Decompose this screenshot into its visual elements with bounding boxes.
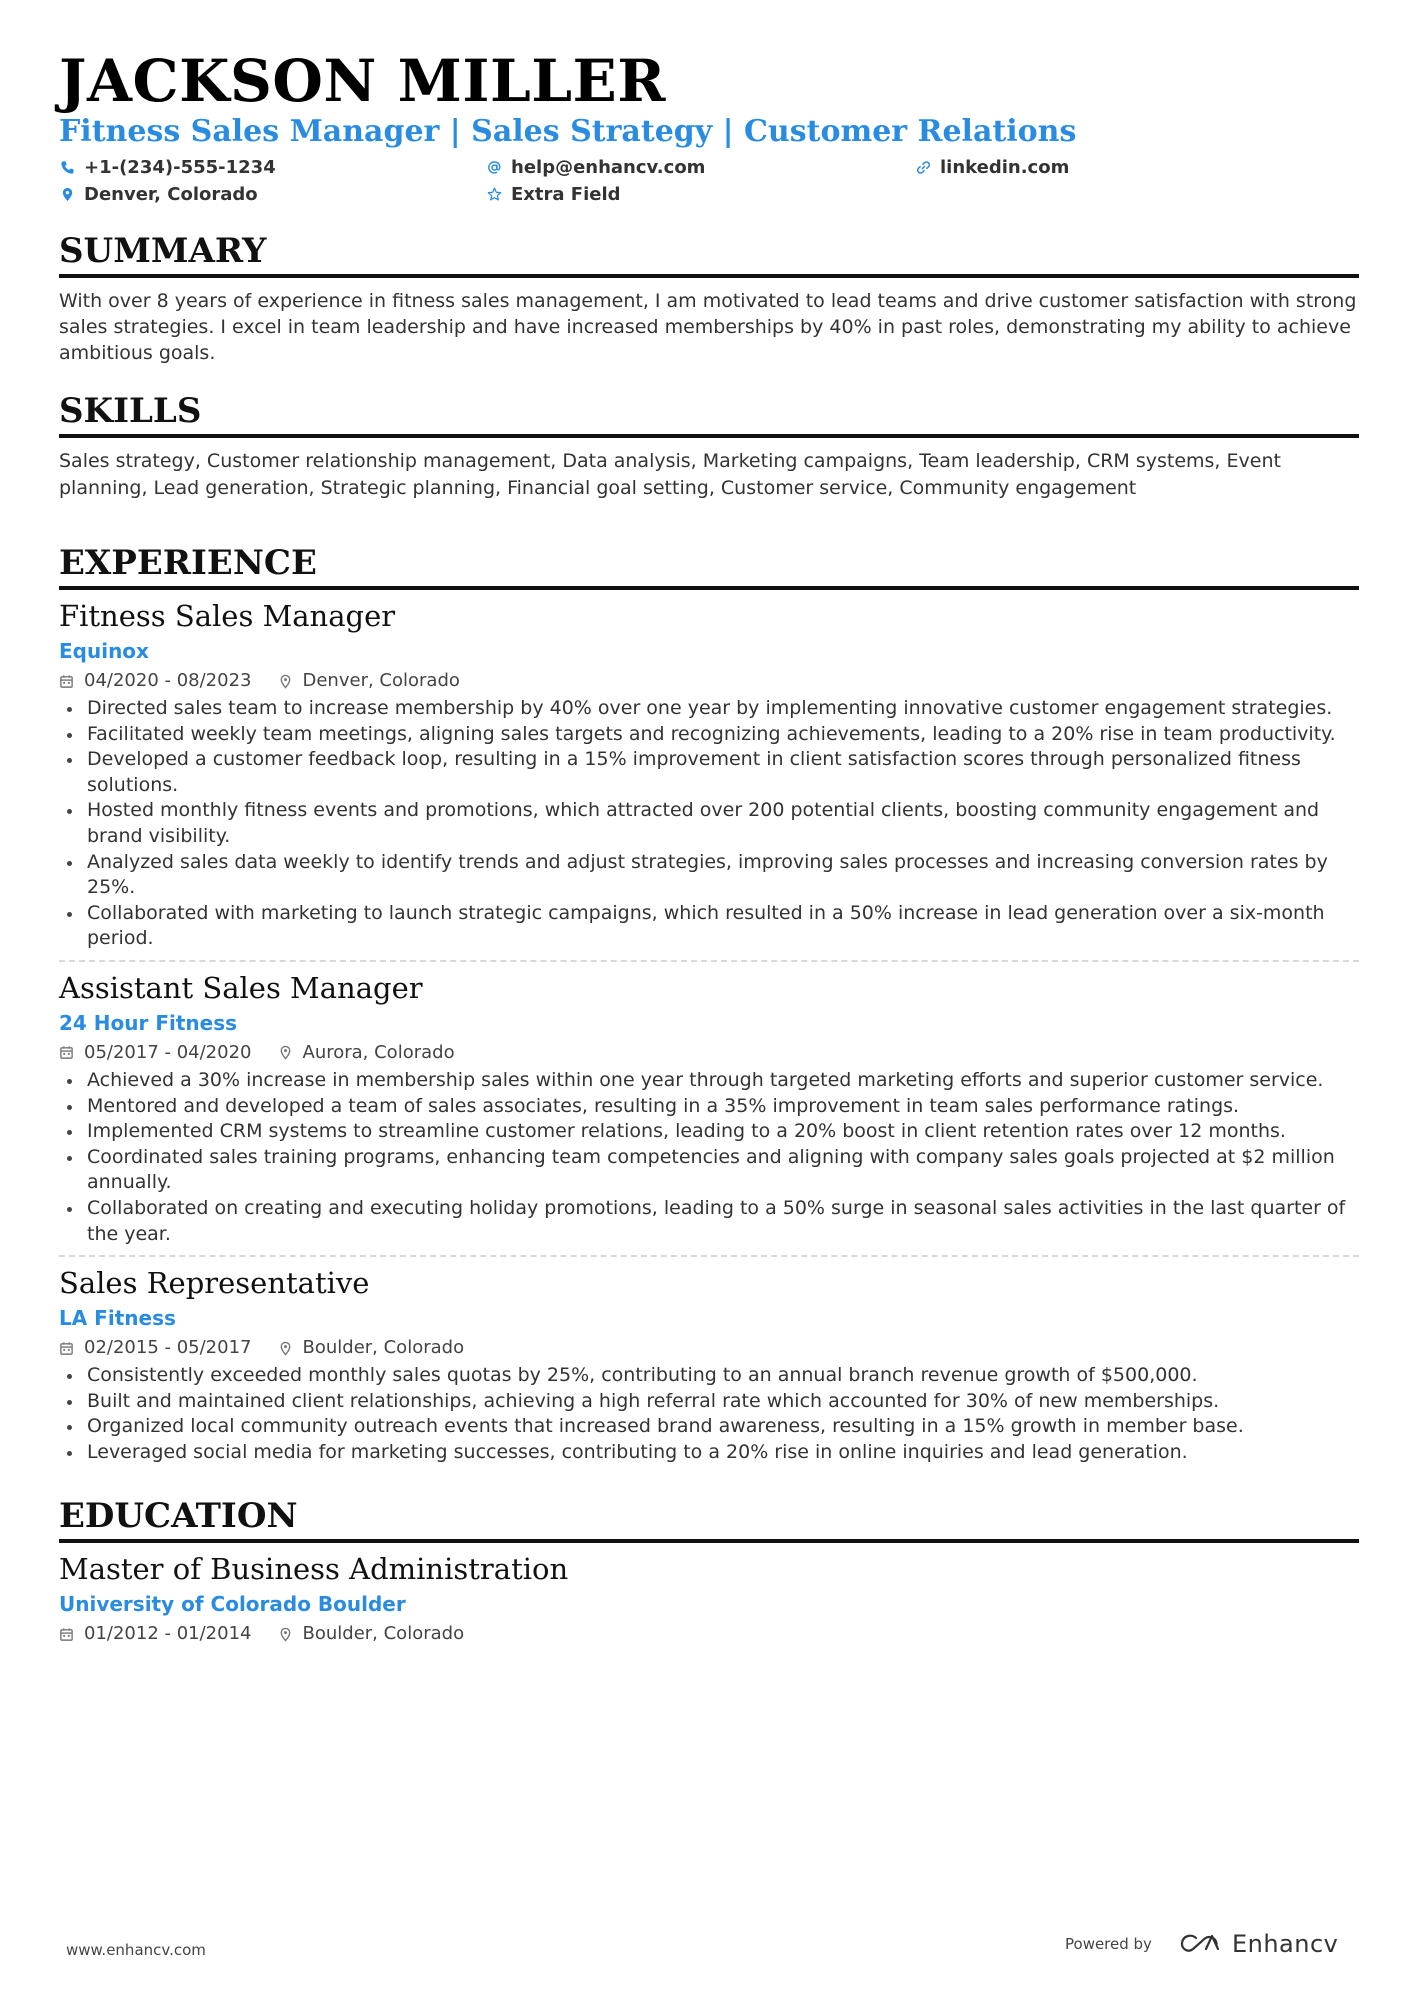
- experience-item: [59, 970, 1359, 1257]
- bullet-item: Leveraged social media for marketing successes, contributing to a 20% rise in online inquiries and lead generation.: [59, 1440, 1359, 1466]
- bullet-item: Built and maintained client relationships, achieving a high referral rate which accounted for 30% of new memberships.: [59, 1389, 1359, 1415]
- location-pin-icon: [278, 1627, 293, 1642]
- job-location: [278, 1040, 455, 1066]
- bullet-item: Consistently exceeded monthly sales quotas by 25%, contributing to an annual branch revenue growth of $500,000.: [59, 1363, 1359, 1389]
- contact-info: [59, 154, 1359, 212]
- bullet-item: Analyzed sales data weekly to identify trends and adjust strategies, improving sales processes and increasing conversion rates by 25%.: [59, 850, 1359, 901]
- job-location-text: Boulder, Colorado: [302, 1337, 465, 1359]
- job-dates: [59, 668, 252, 694]
- calendar-icon: [59, 1341, 74, 1356]
- job-title: Sales Representative: [59, 1266, 370, 1301]
- experience-heading: EXPERIENCE: [59, 542, 1359, 590]
- job-bullets: [59, 696, 1359, 952]
- bullet-item: Facilitated weekly team meetings, aligning sales targets and recognizing achievements, leading to a 20% rise in team productivity.: [59, 722, 1359, 748]
- bullet-item: Organized local community outreach events that increased brand awareness, resulting in a 15% growth in member base.: [59, 1414, 1359, 1440]
- job-meta: [59, 668, 1359, 694]
- school-name[interactable]: University of Colorado Boulder: [59, 1592, 406, 1617]
- job-dates: [59, 1335, 252, 1361]
- bullet-item: Collaborated on creating and executing holiday promotions, leading to a 50% surge in seasonal sales activities in the last quarter of the year.: [59, 1196, 1359, 1247]
- contact-linkedin[interactable]: [916, 154, 1069, 180]
- item-divider: [59, 1255, 1359, 1257]
- location-text: Denver, Colorado: [84, 183, 258, 205]
- skills-heading: SKILLS: [59, 390, 1359, 438]
- powered-by-label: Powered by: [1065, 1935, 1152, 1953]
- linkedin-text: linkedin.com: [940, 156, 1070, 178]
- email-text: help@enhancv.com: [511, 156, 706, 178]
- brand-name: Enhancv: [1231, 1930, 1339, 1958]
- company-name[interactable]: 24 Hour Fitness: [59, 1010, 238, 1035]
- location-pin-icon: [60, 187, 75, 202]
- footer-branding: [1065, 1930, 1338, 1958]
- candidate-tagline: Fitness Sales Manager | Sales Strategy | Customer Relations: [59, 114, 1077, 149]
- bullet-item: Directed sales team to increase membership by 40% over one year by implementing innovative customer engagement strategies.: [59, 696, 1359, 722]
- education-location: [278, 1621, 465, 1647]
- location-pin-icon: [278, 1341, 293, 1356]
- job-meta: [59, 1335, 1359, 1361]
- candidate-name: JACKSON MILLER: [59, 47, 666, 115]
- phone-text: +1-(234)-555-1234: [84, 156, 276, 178]
- skills-text: Sales strategy, Customer relationship management, Data analysis, Marketing campaigns, Team leadership, CRM systems, Event planning, Lead generation, Strategic planning, Financial goal setting, Customer service, Community engagement: [59, 450, 1281, 499]
- job-meta: [59, 1040, 1359, 1066]
- company-name[interactable]: LA Fitness: [59, 1306, 176, 1331]
- job-location: [278, 668, 460, 694]
- bullet-item: Developed a customer feedback loop, resulting in a 15% improvement in client satisfaction scores through personalized fitness solutions.: [59, 747, 1359, 798]
- degree-title: Master of Business Administration: [59, 1552, 569, 1587]
- calendar-icon: [59, 1045, 74, 1060]
- education-dates: [59, 1621, 252, 1647]
- bullet-item: Mentored and developed a team of sales associates, resulting in a 35% improvement in team sales performance ratings.: [59, 1094, 1359, 1120]
- education-heading: EDUCATION: [59, 1495, 1359, 1543]
- summary-section: [59, 230, 1359, 366]
- contact-email[interactable]: [487, 154, 705, 180]
- location-pin-icon: [278, 1045, 293, 1060]
- calendar-icon: [59, 1627, 74, 1642]
- bullet-item: Implemented CRM systems to streamline customer relations, leading to a 20% boost in client retention rates over 12 months.: [59, 1119, 1359, 1145]
- enhancv-logo-icon: [1178, 1932, 1224, 1956]
- footer-website[interactable]: www.enhancv.com: [66, 1941, 206, 1959]
- contact-phone[interactable]: [60, 154, 276, 180]
- summary-heading: SUMMARY: [59, 230, 1359, 278]
- experience-item: [59, 1265, 1359, 1465]
- education-meta: [59, 1621, 1359, 1647]
- job-title: Assistant Sales Manager: [59, 970, 423, 1005]
- summary-text: With over 8 years of experience in fitness sales management, I am motivated to lead teams and drive customer satisfaction with strong sales strategies. I excel in team leadership and have increased memberships by 40% in past roles, demonstrating my ability to achieve ambitious goals.: [59, 290, 1357, 364]
- bullet-item: Coordinated sales training programs, enhancing team competencies and aligning with company sales goals projected at $2 million annually.: [59, 1145, 1359, 1196]
- job-dates-text: 02/2015 - 05/2017: [84, 1337, 252, 1359]
- job-title: Fitness Sales Manager: [59, 599, 396, 633]
- experience-item: [59, 598, 1359, 962]
- job-bullets: [59, 1068, 1359, 1247]
- bullet-item: Collaborated with marketing to launch strategic campaigns, which resulted in a 50% increase in lead generation over a six-month period.: [59, 901, 1359, 952]
- bullet-item: Hosted monthly fitness events and promotions, which attracted over 200 potential clients, boosting community engagement and brand visibility.: [59, 798, 1359, 849]
- bullet-item: Achieved a 30% increase in membership sales within one year through targeted marketing efforts and superior customer service.: [59, 1068, 1359, 1094]
- job-location: [278, 1335, 465, 1361]
- at-icon: [487, 160, 502, 175]
- job-dates-text: 05/2017 - 04/2020: [84, 1041, 252, 1063]
- contact-location: [60, 181, 258, 207]
- extra-field-text: Extra Field: [511, 183, 621, 205]
- job-dates-text: 04/2020 - 08/2023: [84, 670, 252, 691]
- contact-extra: [487, 181, 621, 207]
- skills-section: [59, 390, 1359, 502]
- link-icon: [916, 160, 931, 175]
- star-icon: [487, 187, 502, 202]
- experience-section: [59, 542, 1359, 1465]
- job-location-text: Aurora, Colorado: [302, 1041, 455, 1063]
- job-location-text: Denver, Colorado: [302, 670, 460, 691]
- job-bullets: [59, 1363, 1359, 1465]
- location-pin-icon: [278, 674, 293, 689]
- job-dates: [59, 1040, 252, 1066]
- resume-content: [59, 46, 1359, 1647]
- education-dates-text: 01/2012 - 01/2014: [84, 1623, 252, 1645]
- education-location-text: Boulder, Colorado: [302, 1623, 465, 1645]
- education-section: [59, 1495, 1359, 1647]
- item-divider: [59, 960, 1359, 962]
- phone-icon: [60, 160, 75, 175]
- company-name[interactable]: Equinox: [59, 639, 149, 663]
- calendar-icon: [59, 674, 74, 689]
